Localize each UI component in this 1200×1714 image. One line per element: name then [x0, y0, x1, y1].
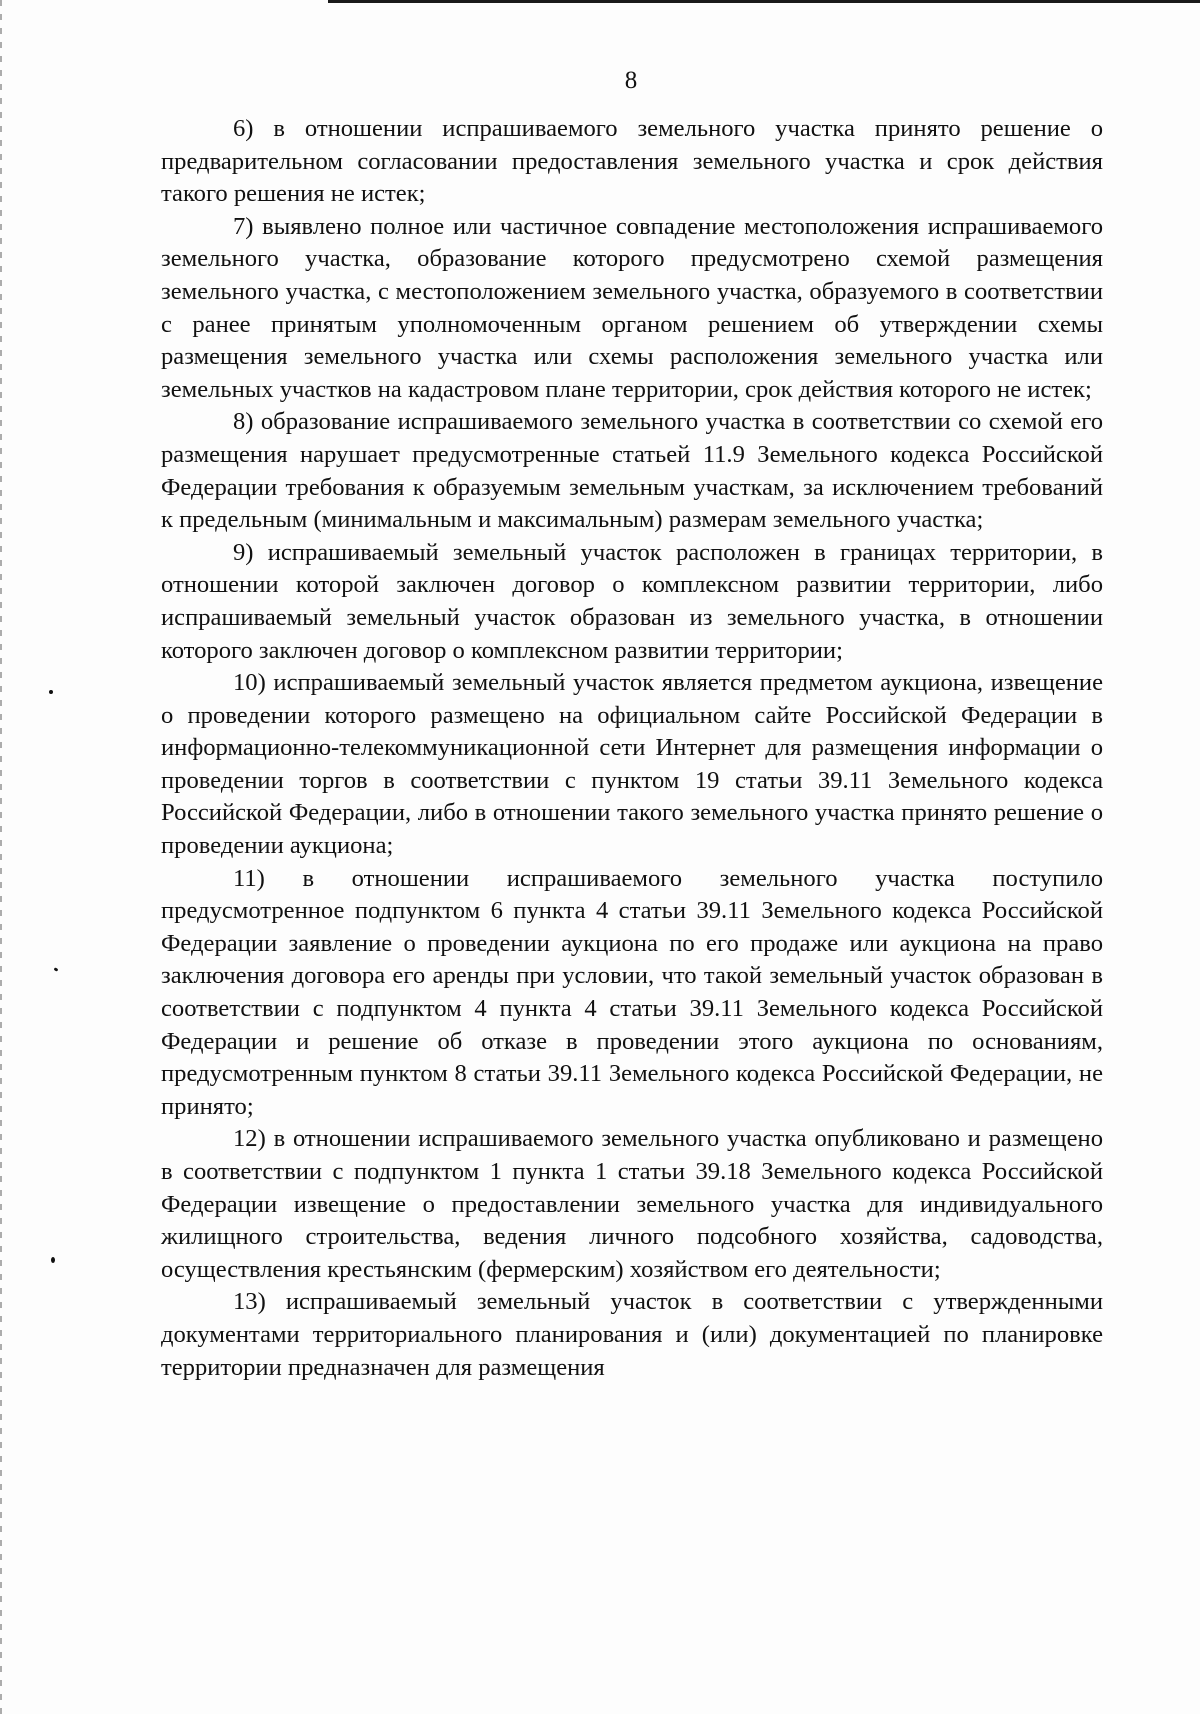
- scan-speck: [54, 967, 59, 972]
- clause-8: 8) образование испрашиваемого земельного участка в соответствии со схемой его размещения нарушает предусмотренные статьей 11.9 Земельного кодекса Российской Федерации требования к образуемым земельным участкам, за исключением требований к предельным (минимальным и максимальным) размерам земельного участка;: [161, 408, 1103, 534]
- clause-10: 10) испрашиваемый земельный участок является предметом аукциона, извещение о проведении которого размещено на официальном сайте Российской Федерации в информационно-телекоммуникационной сети Интернет для размещения информации о проведении торгов в соответствии с пунктом 19 статьи 39.11 Земельного кодекса Российской Федерации, либо в отношении такого земельного участка принято решение о проведении аукциона;: [161, 669, 1103, 860]
- clause-7: 7) выявлено полное или частичное совпадение местоположения испрашиваемого земельного участка, образование которого предусмотрено схемой размещения земельного участка, с местоположением земельного участка, образуемого в соответствии с ранее принятым уполномоченным органом решением об утверждении схемы размещения земельного участка или схемы расположения земельного участка или земельных участков на кадастровом плане территории, срок действия которого не истек;: [161, 212, 1103, 403]
- page-number: 8: [624, 67, 638, 94]
- clause-11: 11) в отношении испрашиваемого земельного участка поступило предусмотренное подпунктом 6 пункта 4 статьи 39.11 Земельного кодекса Российской Федерации заявление о проведении аукциона по его продаже или аукциона на право заключения договора его аренды при условии, что такой земельный участок образован в соответствии с подпунктом 4 пункта 4 статьи 39.11 Земельного кодекса Российской Федерации и решение об отказе в проведении этого аукциона по основаниям, предусмотренным пунктом 8 статьи 39.11 Земельного кодекса Российской Федерации, не принято;: [161, 864, 1103, 1120]
- scan-top-rule: [328, 0, 1200, 3]
- scan-speck: [51, 1257, 55, 1263]
- scan-left-edge: [0, 0, 2, 1714]
- scan-speck: [49, 690, 53, 694]
- clause-9: 9) испрашиваемый земельный участок расположен в границах территории, в отношении которой заключен договор о комплексном развитии территории, либо испрашиваемый земельный участок образован из земельного участка, в отношении которого заключен договор о комплексном развитии территории;: [161, 538, 1103, 664]
- clause-12: 12) в отношении испрашиваемого земельного участка опубликовано и размещено в соответствии с подпунктом 1 пункта 1 статьи 39.18 Земельного кодекса Российской Федерации извещение о предоставлении земельного участка для индивидуального жилищного строительства, ведения личного подсобного хозяйства, садоводства, осуществления крестьянским (фермерским) хозяйством его деятельности;: [161, 1125, 1103, 1283]
- clause-13: 13) испрашиваемый земельный участок в соответствии с утвержденными документами территориального планирования и (или) документацией по планировке территории предназначен для размещения: [161, 1288, 1103, 1381]
- document-body: [161, 113, 1103, 1384]
- clause-6: 6) в отношении испрашиваемого земельного участка принято решение о предварительном согласовании предоставления земельного участка и срок действия такого решения не истек;: [161, 115, 1103, 208]
